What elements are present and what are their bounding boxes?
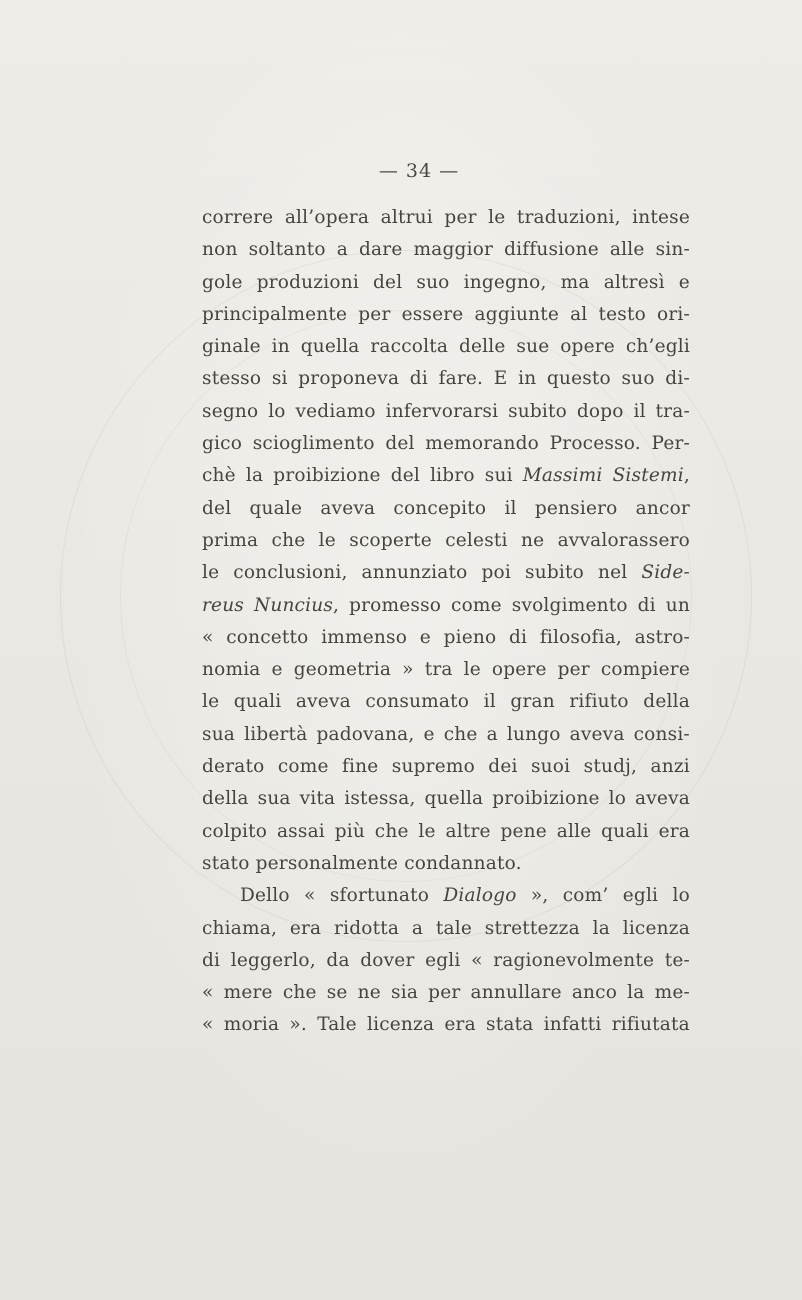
word: la [245, 465, 264, 487]
word: essere [401, 303, 464, 325]
word: istessa, [344, 788, 416, 810]
word: dover [360, 949, 415, 971]
word: del [390, 465, 421, 487]
word: tra- [655, 400, 690, 422]
text-line [202, 751, 690, 783]
text-line [202, 234, 690, 266]
word: che [282, 982, 317, 1004]
word: promesso [349, 594, 442, 616]
word: di [637, 594, 656, 616]
word: era [658, 820, 690, 842]
word: ne [357, 982, 381, 1004]
word: che [271, 529, 306, 551]
word: di [508, 626, 528, 648]
word: aveva [320, 497, 376, 519]
text-line [202, 654, 690, 686]
word: sfortunato [329, 885, 430, 907]
word: ginale [202, 336, 261, 358]
word: di [202, 949, 221, 971]
word: lo [268, 400, 286, 422]
text-line [202, 783, 690, 815]
word: del [202, 497, 232, 519]
word: era [444, 1014, 476, 1036]
word: altrui [380, 207, 433, 228]
word: aggiunte [474, 303, 559, 325]
word: tra [424, 659, 453, 681]
word: e [271, 659, 283, 681]
word: sue [516, 336, 550, 358]
word: per [557, 659, 590, 681]
word: ch’egli [625, 336, 690, 358]
text-line [202, 590, 690, 622]
word: astro- [634, 626, 690, 648]
word: aveva [569, 723, 625, 745]
word: anco [571, 982, 618, 1004]
word: « [202, 982, 214, 1004]
text-line [202, 816, 690, 848]
text-line [202, 202, 690, 234]
word: segno [202, 400, 259, 422]
word: « [304, 885, 316, 907]
word: pene [500, 820, 547, 842]
word: la [627, 982, 645, 1004]
text-line [202, 945, 690, 977]
word: avvalorassero [557, 529, 690, 551]
word: strettezza [484, 917, 580, 939]
word: annunziato [361, 562, 468, 584]
word: stata [486, 1014, 534, 1036]
text-segment: stato personalmente condannato. [202, 852, 522, 874]
word: in [271, 336, 290, 358]
word: Nuncius, [253, 594, 340, 616]
word: memorando [425, 433, 540, 455]
word: fine [341, 756, 379, 778]
word: sua [257, 788, 291, 810]
word: del [373, 271, 403, 293]
word: proponeva [298, 368, 400, 390]
word: dare [359, 239, 403, 261]
word: le [463, 659, 481, 681]
word: subito [508, 400, 568, 422]
word: proibizione [492, 788, 600, 810]
word: nomia [202, 659, 261, 681]
word: che [374, 820, 409, 842]
word: quali [601, 820, 649, 842]
word: annullare [470, 982, 562, 1004]
text-line [202, 363, 690, 395]
word: rifiuto [569, 691, 629, 713]
word: gico [202, 433, 243, 455]
word: celesti [445, 529, 508, 551]
word: rifiutata [611, 1014, 690, 1036]
word: proibizione [273, 465, 381, 487]
word: colpito [202, 820, 268, 842]
word: se [326, 982, 348, 1004]
word: suoi [530, 756, 571, 778]
word: chè [202, 465, 236, 487]
word: le [488, 207, 506, 228]
word: il [504, 497, 517, 519]
word: e [423, 723, 435, 745]
text-line [202, 493, 690, 525]
word: conclusioni, [233, 562, 348, 584]
word: prima [202, 529, 259, 551]
word: questo [546, 368, 611, 390]
text-line [202, 719, 690, 751]
word: ancor [635, 497, 690, 519]
word: intese [632, 207, 690, 228]
word: te- [664, 949, 690, 971]
word: per [358, 303, 391, 325]
word: egli [425, 949, 461, 971]
word: a [336, 239, 348, 261]
word: di [409, 368, 428, 390]
word: della [643, 691, 690, 713]
text-line [202, 460, 690, 492]
word: Massimi [522, 465, 603, 487]
word: licenza [366, 1014, 435, 1036]
word: immenso [321, 626, 408, 648]
word: « [471, 949, 483, 971]
word: aveva [295, 691, 351, 713]
word: le [202, 562, 220, 584]
word: alle [609, 239, 645, 261]
word: quella [300, 336, 360, 358]
word: sia [391, 982, 419, 1004]
word: quale [249, 497, 303, 519]
word: al [570, 303, 588, 325]
word: soltanto [248, 239, 326, 261]
word: ne [520, 529, 545, 551]
word: da [326, 949, 350, 971]
word: quella [424, 788, 484, 810]
text-line [202, 880, 690, 912]
word: subito [525, 562, 584, 584]
body-text [202, 202, 690, 1042]
word: le [202, 691, 220, 713]
word: la [592, 917, 610, 939]
word: sua [202, 723, 236, 745]
word: a [486, 723, 498, 745]
word: Dello [240, 885, 290, 907]
text-line [202, 525, 690, 557]
word: ragionevolmente [493, 949, 655, 971]
text-line [202, 396, 690, 428]
word: concepito [393, 497, 487, 519]
word: correre [202, 207, 274, 228]
word: padovana, [316, 723, 415, 745]
word: principalmente [202, 303, 348, 325]
text-line [202, 848, 690, 880]
word: scoperte [349, 529, 432, 551]
word: maggior [413, 239, 494, 261]
word: moria [223, 1014, 280, 1036]
text-line [202, 977, 690, 1009]
text-line [202, 913, 690, 945]
word: ma [560, 271, 590, 293]
word: infatti [543, 1014, 602, 1036]
word: concetto [226, 626, 309, 648]
word: all’opera [284, 207, 370, 228]
word: era [289, 917, 322, 939]
word: consumato [365, 691, 470, 713]
word: raccolta [370, 336, 449, 358]
word: ingegno, [463, 271, 547, 293]
word: traduzioni, [516, 207, 621, 228]
word: testo [598, 303, 646, 325]
text-line [202, 622, 690, 654]
word: infervorarsi [385, 400, 499, 422]
word: com’ [562, 885, 609, 907]
word: libertà [244, 723, 308, 745]
word: scioglimento [252, 433, 375, 455]
word: tale [435, 917, 472, 939]
word: di- [665, 368, 690, 390]
word: reus [202, 594, 245, 616]
word: licenza [622, 917, 690, 939]
word: fare. [438, 368, 484, 390]
word: opere [491, 659, 547, 681]
word: poi [481, 562, 512, 584]
word: anzi [650, 756, 690, 778]
word: consi- [633, 723, 690, 745]
word: Sistemi, [612, 465, 690, 487]
word: in [518, 368, 537, 390]
word: il [483, 691, 496, 713]
word: Dialogo [443, 885, 517, 907]
word: mere [223, 982, 273, 1004]
word: svolgimento [511, 594, 628, 616]
word: stesso [202, 368, 262, 390]
word: diffusione [504, 239, 599, 261]
text-line [202, 1009, 690, 1041]
word: ori- [657, 303, 690, 325]
word: un [665, 594, 690, 616]
word: dei [488, 756, 518, 778]
word: libro [430, 465, 475, 487]
word: il [633, 400, 646, 422]
word: studj, [583, 756, 638, 778]
word: opere [560, 336, 615, 358]
word: per [428, 982, 461, 1004]
word: aveva [635, 788, 690, 810]
word: le [318, 529, 336, 551]
word: Processo. [549, 433, 641, 455]
word: a [411, 917, 424, 939]
word: ridotta [334, 917, 400, 939]
word: vediamo [295, 400, 376, 422]
word: E [493, 368, 508, 390]
word: sui [484, 465, 513, 487]
word: chiama, [202, 917, 278, 939]
word: suo [416, 271, 450, 293]
word: ». [289, 1014, 307, 1036]
word: Per- [651, 433, 690, 455]
word: e [678, 271, 690, 293]
text-line [202, 557, 690, 589]
word: », [530, 885, 549, 907]
text-line [202, 267, 690, 299]
word: vita [299, 788, 336, 810]
word: compiere [600, 659, 690, 681]
text-line [202, 331, 690, 363]
word: suo [621, 368, 655, 390]
word: « [202, 1014, 214, 1036]
word: nel [597, 562, 628, 584]
word: più [334, 820, 365, 842]
word: dopo [576, 400, 624, 422]
word: pensiero [534, 497, 618, 519]
word: filosofia, [539, 626, 622, 648]
word: me- [654, 982, 690, 1004]
text-line [202, 299, 690, 331]
word: quali [233, 691, 282, 713]
word: pieno [443, 626, 497, 648]
word: lungo [506, 723, 561, 745]
word: alle [556, 820, 592, 842]
word: assai [276, 820, 325, 842]
word: egli [622, 885, 659, 907]
word: lo [672, 885, 690, 907]
word: geometria [293, 659, 392, 681]
word: si [271, 368, 288, 390]
word: non [202, 239, 238, 261]
word: gole [202, 271, 243, 293]
word: e [419, 626, 431, 648]
word: lo [608, 788, 627, 810]
word: leggerlo, [230, 949, 316, 971]
word: altre [445, 820, 491, 842]
word: come [451, 594, 502, 616]
word: come [277, 756, 329, 778]
page-number: — 34 — [378, 160, 460, 182]
word: altresì [603, 271, 665, 293]
word: Side- [641, 562, 690, 584]
word: che [443, 723, 478, 745]
text-line [202, 686, 690, 718]
word: » [402, 659, 414, 681]
word: per [444, 207, 477, 228]
word: supremo [391, 756, 475, 778]
word: le [418, 820, 436, 842]
word: delle [458, 336, 506, 358]
word: della [202, 788, 249, 810]
word: Tale [317, 1014, 357, 1036]
text-line [202, 428, 690, 460]
word: del [385, 433, 415, 455]
word: sin- [655, 239, 690, 261]
word: gran [510, 691, 555, 713]
word: produzioni [256, 271, 359, 293]
word: derato [202, 756, 265, 778]
word: « [202, 626, 214, 648]
